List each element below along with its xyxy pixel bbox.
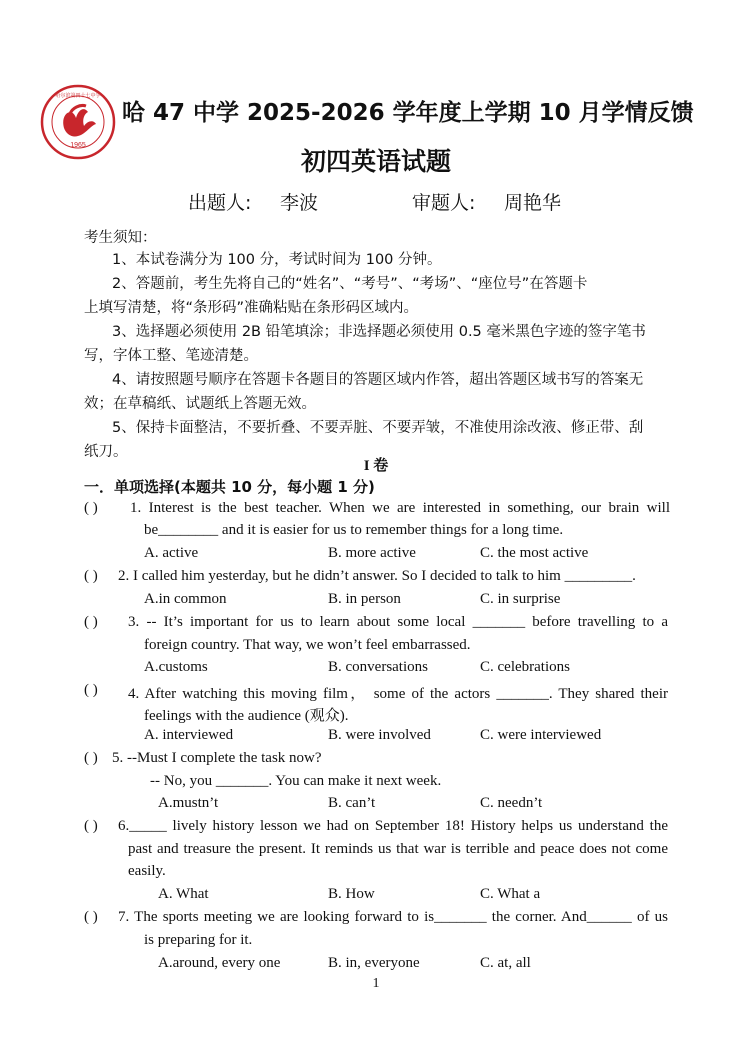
notice-line: 3、选择题必须使用 2B 铅笔填涂；非选择题必须使用 0.5 毫米黑色字迹的签字笔书 [112, 324, 646, 340]
question-5-line-1: 5. --Must I complete the task now? [112, 750, 322, 766]
option-a: A.mustn’t [158, 795, 219, 811]
answer-blank: ( ) [84, 614, 98, 630]
notice-line: 上填写清楚，将“条形码”准确粘贴在条形码区域内。 [84, 300, 419, 316]
option-b: B. in, everyone [328, 955, 420, 971]
answer-blank: ( ) [84, 909, 98, 925]
svg-text:哈尔滨第四十七中学: 哈尔滨第四十七中学 [55, 93, 101, 99]
page-number: 1 [372, 976, 380, 991]
question-7-line-1: 7. The sports meeting we are looking forward to is_______ the corner. And______ of us [118, 909, 668, 925]
question-3-line-1: 3. -- It’s important for us to learn about some local _______ before travelling to a [128, 614, 668, 630]
question-7-line-2: is preparing for it. [144, 932, 253, 948]
option-b: B. in person [328, 591, 401, 607]
notice-line: 1、本试卷满分为 100 分，考试时间为 100 分钟。 [112, 252, 442, 268]
option-a: A. What [158, 886, 209, 902]
answer-blank: ( ) [84, 500, 98, 516]
answer-blank: ( ) [84, 568, 98, 584]
question-1-line-2: be________ and it is easier for us to remember things for a long time. [144, 522, 564, 538]
option-b: B. conversations [328, 659, 428, 675]
notice-line: 2、答题前，考生先将自己的“姓名”、“考号”、“考场”、“座位号”在答题卡 [112, 276, 588, 292]
question-6-line-1: 6._____ lively history lesson we had on September 18! History helps us understand the [118, 818, 668, 834]
question-3-line-2: foreign country. That way, we won’t feel embarrassed. [144, 637, 471, 653]
option-c: C. needn’t [480, 795, 543, 811]
exam-subtitle: 初四英语试题 [300, 147, 451, 176]
option-b: B. were involved [328, 727, 431, 743]
question-5-line-2: -- No, you _______. You can make it next week. [150, 773, 442, 789]
volume-label: I 卷 [363, 458, 389, 474]
option-b: B. can’t [328, 795, 376, 811]
option-a: A. interviewed [144, 727, 234, 743]
svg-text:1965: 1965 [70, 142, 86, 149]
setter-name: 李波 [280, 192, 319, 214]
option-a: A. active [144, 545, 199, 561]
notice-line: 纸刀。 [84, 444, 128, 460]
question-6-line-3: easily. [128, 863, 166, 879]
question-6-line-2: past and treasure the present. It reminds us that war is terrible and peace does not come [128, 841, 668, 857]
option-c: C. in surprise [480, 591, 561, 607]
notice-heading: 考生须知： [84, 230, 157, 246]
option-a: A.in common [144, 591, 227, 607]
question-1-line-1: 1. Interest is the best teacher. When we are interested in something, our brain will [130, 500, 670, 516]
section-title: 一．单项选择(本题共 10 分，每小题 1 分) [84, 478, 375, 496]
option-c: C. at, all [480, 955, 531, 971]
reviewer-name: 周艳华 [504, 192, 562, 214]
option-c: C. celebrations [480, 659, 570, 675]
notice-line: 写，字体工整、笔迹清楚。 [84, 348, 258, 364]
exam-title: 哈 47 中学 2025-2026 学年度上学期 10 月学情反馈 [122, 100, 694, 126]
answer-blank: ( ) [84, 818, 98, 834]
question-2-line-1: 2. I called him yesterday, but he didn’t answer. So I decided to talk to him _________. [118, 568, 636, 584]
option-a: A.around, every one [158, 955, 281, 971]
answer-blank: ( ) [84, 750, 98, 766]
notice-line: 4、请按照题号顺序在答题卡各题目的答题区域内作答，超出答题区域书写的答案无 [112, 372, 644, 388]
option-c: C. were interviewed [480, 727, 602, 743]
reviewer-label: 审题人: [412, 192, 476, 214]
option-c: C. the most active [480, 545, 589, 561]
notice-line: 效；在草稿纸、试题纸上答题无效。 [84, 396, 316, 412]
question-4-line-2: feelings with the audience (观众). [144, 708, 349, 724]
option-a: A.customs [144, 659, 208, 675]
answer-blank: ( ) [84, 682, 98, 698]
option-c: C. What a [480, 886, 541, 902]
question-4-line-1: 4. After watching this moving film， some of the actors _______. They shared their [128, 686, 668, 702]
option-b: B. more active [328, 545, 416, 561]
notice-line: 5、保持卡面整洁，不要折叠、不要弄脏、不要弄皱，不准使用涂改液、修正带、刮 [112, 420, 644, 436]
setter-label: 出题人: [188, 192, 252, 214]
option-b: B. How [328, 886, 375, 902]
